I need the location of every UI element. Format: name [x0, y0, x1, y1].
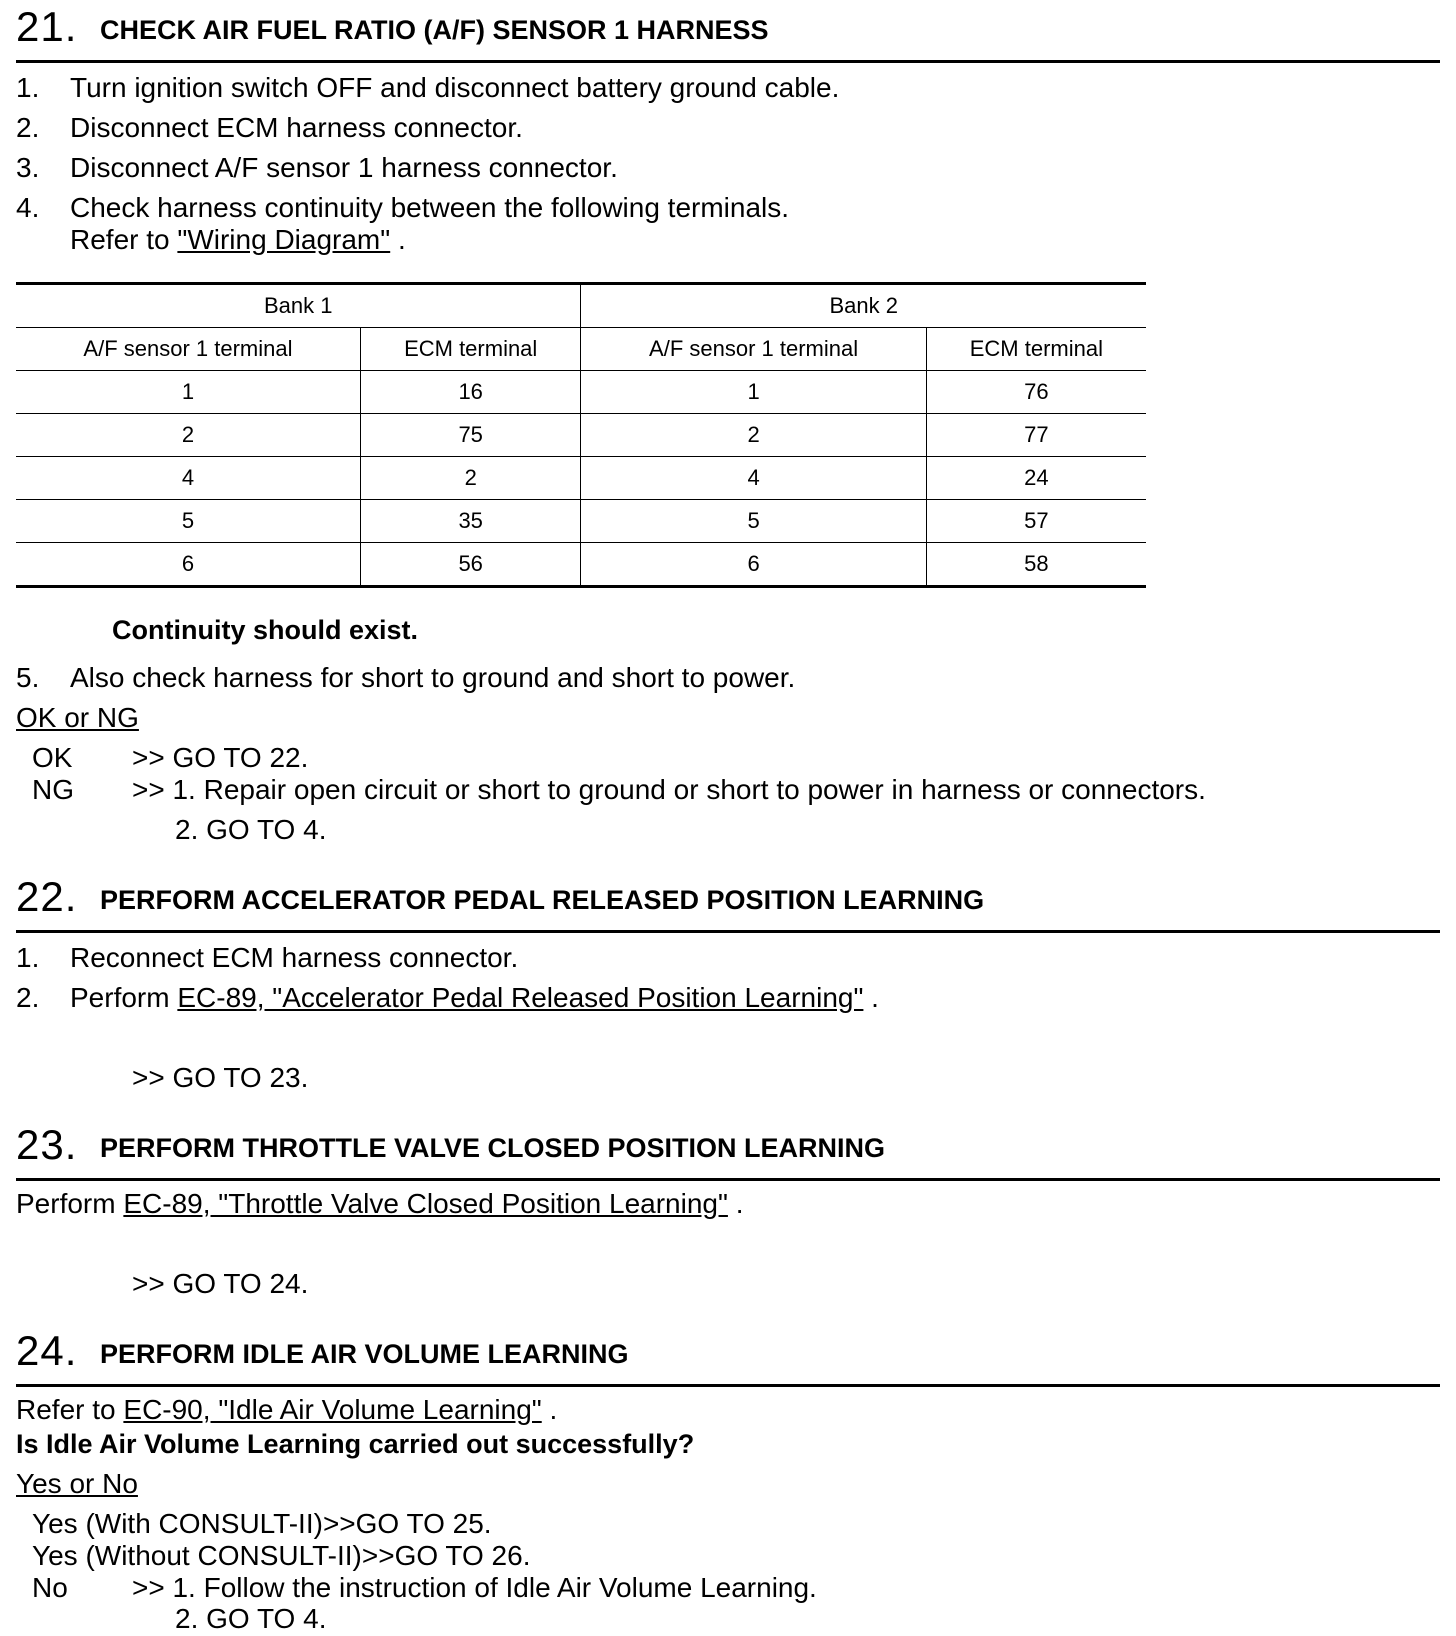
table-row [16, 543, 1146, 587]
table-row [16, 414, 1146, 457]
table-cell: 5 [16, 500, 360, 543]
no-label: No [32, 1572, 68, 1603]
section-21-title: CHECK AIR FUEL RATIO (A/F) SENSOR 1 HARNESS [100, 15, 769, 45]
continuity-note: Continuity should exist. [112, 615, 419, 645]
section-23-header [16, 1118, 1440, 1181]
table-cell: 1 [16, 371, 360, 414]
step-text: Disconnect ECM harness connector. [70, 112, 523, 143]
section-24-title: PERFORM IDLE AIR VOLUME LEARNING [100, 1339, 629, 1369]
table-cell: 75 [360, 414, 581, 457]
instruction-line: Perform EC-89, "Throttle Valve Closed Position Learning" . [16, 1188, 744, 1219]
step-text: Also check harness for short to ground and short to power. [70, 662, 796, 693]
table-cell: 58 [926, 543, 1146, 587]
step-number: 4. [16, 192, 40, 223]
table-cell: 2 [581, 414, 926, 457]
ng-action: >> 1. Repair open circuit or short to ground or short to power in harness or connectors. [132, 774, 1206, 805]
step-number: 2. [16, 112, 40, 143]
table-cell: 4 [581, 457, 926, 500]
ng-action: 2. GO TO 4. [175, 814, 327, 845]
no-action: 2. GO TO 4. [175, 1603, 327, 1634]
column-header: A/F sensor 1 terminal [16, 328, 360, 371]
yes-without-consult: Yes (Without CONSULT-II)>>GO TO 26. [32, 1540, 531, 1571]
table-cell: 4 [16, 457, 360, 500]
instruction-line: Refer to EC-90, "Idle Air Volume Learning" . [16, 1394, 558, 1425]
table-cell: 77 [926, 414, 1146, 457]
table-cell: 24 [926, 457, 1146, 500]
ng-label: NG [32, 774, 74, 805]
ok-label: OK [32, 742, 73, 773]
table-row [16, 500, 1146, 543]
step-text: Perform EC-89, "Accelerator Pedal Released Position Learning" . [70, 982, 879, 1013]
table-cell: 6 [16, 543, 360, 587]
table-cell: 2 [16, 414, 360, 457]
yes-with-consult: Yes (With CONSULT-II)>>GO TO 25. [32, 1508, 492, 1539]
goto-action: >> GO TO 24. [132, 1268, 309, 1299]
column-header: A/F sensor 1 terminal [581, 328, 926, 371]
section-21-header [16, 0, 1440, 63]
table-cell: 16 [360, 371, 581, 414]
table-cell: 35 [360, 500, 581, 543]
step-text: Check harness continuity between the following terminals. [70, 192, 790, 223]
table-cell: 2 [360, 457, 581, 500]
yes-no-heading: Yes or No [16, 1468, 138, 1499]
column-header: ECM terminal [926, 328, 1146, 371]
step-number: 1. [16, 72, 40, 103]
step-number: 2. [16, 982, 40, 1013]
goto-action: >> GO TO 23. [132, 1062, 309, 1093]
section-22-number: 22. [16, 873, 78, 920]
section-23-number: 23. [16, 1121, 78, 1168]
table-cell: 76 [926, 371, 1146, 414]
continuity-table [16, 282, 1146, 588]
section-21-number: 21. [16, 3, 78, 50]
section-24-header [16, 1324, 1440, 1387]
section-24-number: 24. [16, 1327, 78, 1374]
table-row [16, 371, 1146, 414]
section-22-title: PERFORM ACCELERATOR PEDAL RELEASED POSITION LEARNING [100, 885, 985, 915]
step-number: 5. [16, 662, 40, 693]
bank-header: Bank 1 [263, 293, 333, 318]
wiring-diagram-link[interactable]: "Wiring Diagram" [177, 224, 391, 255]
ok-ng-heading: OK or NG [16, 702, 139, 733]
table-cell: 56 [360, 543, 581, 587]
table-cell: 6 [581, 543, 926, 587]
section-22-header [16, 870, 1440, 933]
table-cell: 5 [581, 500, 926, 543]
step-number: 1. [16, 942, 40, 973]
column-header: ECM terminal [360, 328, 581, 371]
ok-action: >> GO TO 22. [132, 742, 309, 773]
bank-header: Bank 2 [581, 284, 1146, 328]
throttle-valve-learning-link[interactable]: EC-89, "Throttle Valve Closed Position Learning" [123, 1188, 728, 1219]
table-cell: 57 [926, 500, 1146, 543]
table-cell: 1 [581, 371, 926, 414]
idle-air-volume-learning-link[interactable]: EC-90, "Idle Air Volume Learning" [123, 1394, 542, 1425]
table-row [16, 457, 1146, 500]
section-23-title: PERFORM THROTTLE VALVE CLOSED POSITION LEARNING [100, 1133, 886, 1163]
step-text: Reconnect ECM harness connector. [70, 942, 519, 973]
accelerator-pedal-learning-link[interactable]: EC-89, "Accelerator Pedal Released Position Learning" [177, 982, 864, 1013]
no-action: >> 1. Follow the instruction of Idle Air Volume Learning. [132, 1572, 817, 1603]
step-number: 3. [16, 152, 40, 183]
question: Is Idle Air Volume Learning carried out successfully? [16, 1429, 695, 1459]
step-text: Disconnect A/F sensor 1 harness connector. [70, 152, 618, 183]
step-text: Turn ignition switch OFF and disconnect battery ground cable. [70, 72, 840, 103]
refer-line: Refer to "Wiring Diagram" . [70, 224, 406, 255]
